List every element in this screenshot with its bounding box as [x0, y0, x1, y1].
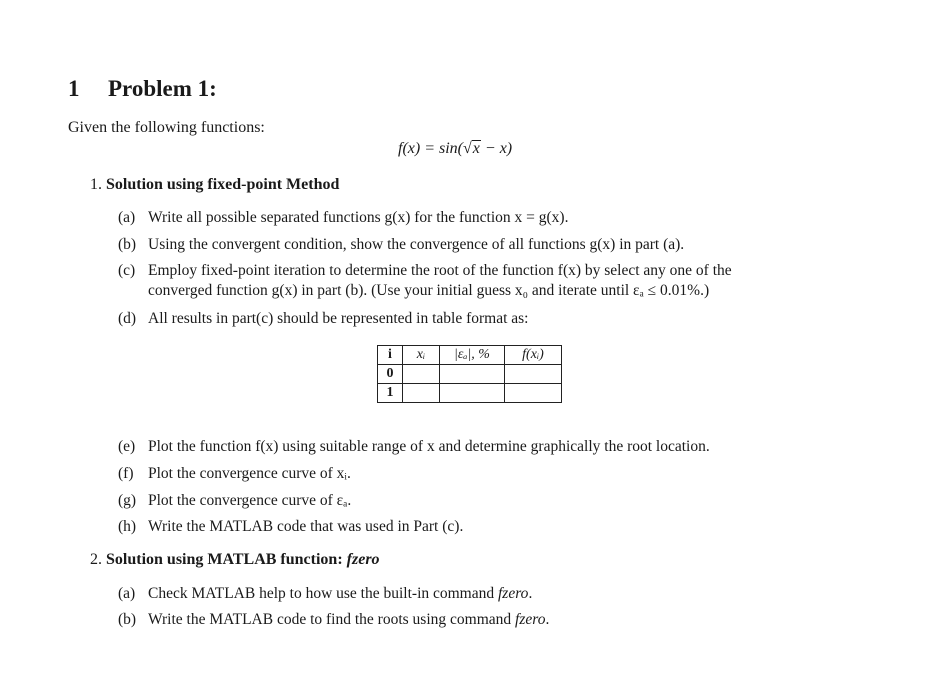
list-item-2-number: 2. — [90, 551, 102, 568]
table-header-xi: xᵢ — [403, 346, 440, 365]
table-cell: 0 — [378, 365, 403, 384]
table-cell — [505, 365, 562, 384]
list-item-2-title: Solution using MATLAB function: — [106, 551, 343, 568]
sub-item-label: (g) — [118, 492, 137, 509]
sub-item-end: . — [528, 585, 533, 602]
section-heading — [68, 76, 217, 102]
function-equation: f(x) = sin(√x − x) — [398, 140, 513, 157]
equation-lhs: f(x) = sin( — [398, 140, 463, 157]
sub-item-label: (b) — [118, 611, 137, 628]
sub-item-1b — [118, 236, 684, 254]
table-cell — [440, 365, 505, 384]
sub-item-end: . — [545, 611, 550, 628]
sub-item-text: Plot the function f(x) using suitable range of x and determine graphically the root location. — [148, 438, 710, 455]
table-header-fxi: f(xᵢ) — [505, 346, 562, 365]
equation-rhs: − x) — [480, 140, 513, 157]
sub-item-label: (b) — [118, 236, 137, 253]
sub-item-label: (a) — [118, 209, 136, 226]
sub-item-1d — [118, 310, 529, 328]
sub-item-label: (f) — [118, 465, 134, 482]
table-cell — [440, 384, 505, 403]
table-cell — [403, 365, 440, 384]
equation-radicand: x — [472, 140, 480, 157]
sub-item-text: Employ fixed-point iteration to determine the root of the function f(x) by select any one of the — [148, 262, 732, 279]
sub-item-text: Plot the convergence curve of xᵢ. — [148, 465, 351, 482]
table-cell — [505, 384, 562, 403]
sub-item-1c — [118, 262, 732, 299]
sub-item-text-continued: converged function g(x) in part (b). (Use your initial guess x₀ and iterate until εₐ ≤ 0.01%.) — [148, 282, 710, 299]
list-item-2-function: fzero — [346, 551, 380, 568]
intro-text: Given the following functions: — [68, 119, 265, 136]
sub-item-text: Write all possible separated functions g(x) for the function x = g(x). — [148, 209, 569, 226]
sub-item-label: (c) — [118, 262, 136, 279]
table-header-error: |εₐ|, % — [440, 346, 505, 365]
sub-item-text: Using the convergent condition, show the convergence of all functions g(x) in part (a). — [148, 236, 685, 253]
table-header-i: i — [378, 346, 403, 365]
sub-item-label: (h) — [118, 518, 137, 535]
table-cell: 1 — [378, 384, 403, 403]
list-item-2 — [90, 551, 380, 569]
results-table — [377, 345, 562, 403]
sub-item-text: Write the MATLAB code that was used in Part (c). — [148, 518, 464, 535]
sub-item-label: (a) — [118, 585, 136, 602]
sub-item-text: Check MATLAB help to how use the built-in command — [148, 585, 495, 602]
section-title-text: Problem 1: — [108, 76, 217, 101]
sub-item-label: (e) — [118, 438, 136, 455]
sub-item-1f — [118, 465, 351, 483]
sub-item-1a — [118, 209, 568, 227]
list-item-1-title: Solution using fixed-point Method — [106, 176, 340, 193]
list-item-1 — [90, 176, 339, 194]
table-row — [378, 384, 562, 403]
table-row — [378, 365, 562, 384]
sub-item-text: Plot the convergence curve of εₐ. — [148, 492, 352, 509]
sub-item-label: (d) — [118, 310, 137, 327]
table-header-row — [378, 346, 562, 365]
sub-item-text: All results in part(c) should be represented in table format as: — [148, 310, 529, 327]
table-cell — [403, 384, 440, 403]
sub-item-1e — [118, 438, 710, 456]
sub-item-text: Write the MATLAB code to find the roots using command — [148, 611, 512, 628]
sub-item-function: fzero — [515, 611, 546, 628]
section-number: 1 — [68, 76, 80, 101]
sub-item-function: fzero — [498, 585, 529, 602]
sub-item-1h — [118, 518, 463, 536]
sub-item-2b — [118, 611, 549, 629]
sub-item-2a — [118, 585, 532, 603]
sub-item-1g — [118, 492, 351, 510]
list-item-1-number: 1. — [90, 176, 102, 193]
